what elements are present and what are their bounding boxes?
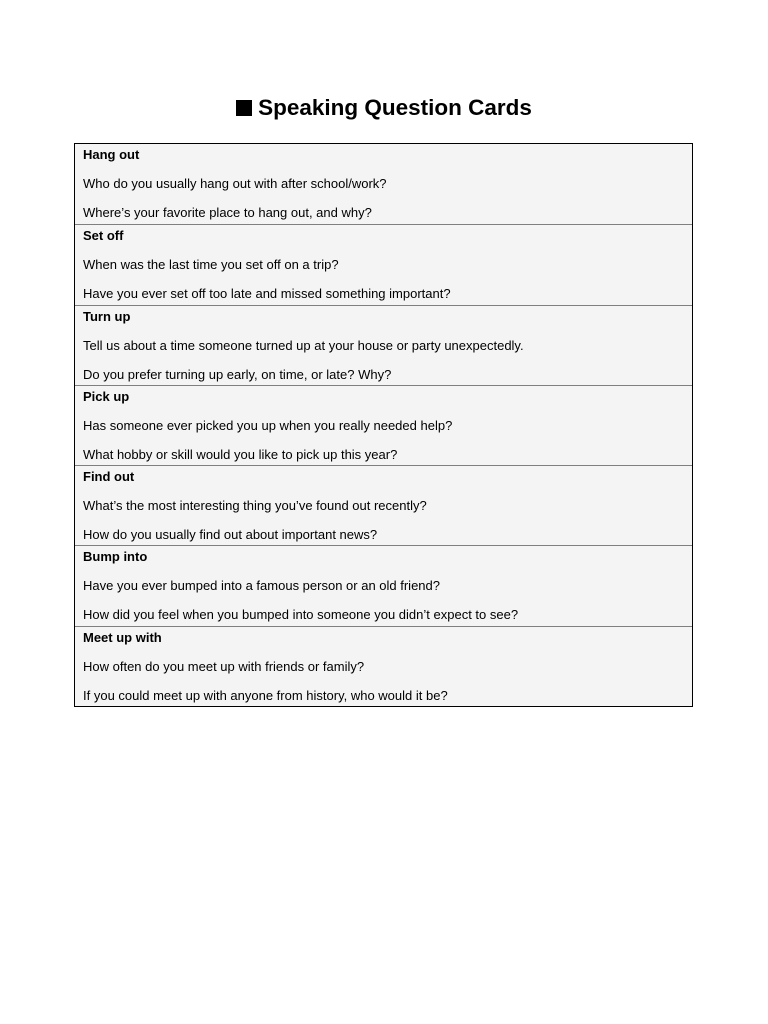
card-bump-into: [75, 545, 692, 625]
card-question: When was the last time you set off on a trip?: [83, 257, 339, 273]
card-question: Who do you usually hang out with after school/work?: [83, 176, 387, 191]
card-title: Hang out: [83, 147, 140, 162]
card-meet-up-with: [75, 626, 692, 706]
card-question: What hobby or skill would you like to pick up this year?: [83, 446, 398, 462]
card-question: How did you feel when you bumped into someone you didn’t expect to see?: [83, 607, 519, 623]
black-square-icon: [236, 100, 252, 116]
card-title: Bump into: [83, 549, 148, 565]
card-turn-up: [75, 305, 692, 385]
card-question: Where’s your favorite place to hang out, and why?: [83, 205, 372, 220]
card-question: Tell us about a time someone turned up at your house or party unexpectedly.: [83, 337, 524, 353]
card-set-off: [75, 224, 692, 304]
card-title: Pick up: [83, 388, 130, 404]
question-cards-table: [74, 143, 693, 707]
card-question: If you could meet up with anyone from history, who would it be?: [83, 687, 448, 703]
card-question: Has someone ever picked you up when you really needed help?: [83, 417, 453, 433]
card-question: How often do you meet up with friends or family?: [83, 658, 365, 674]
card-question: Have you ever set off too late and missed something important?: [83, 286, 451, 302]
card-question: Do you prefer turning up early, on time, or late? Why?: [83, 366, 392, 382]
card-pick-up: [75, 385, 692, 465]
card-question: How do you usually find out about important news?: [83, 527, 378, 543]
card-question: Have you ever bumped into a famous person or an old friend?: [83, 578, 440, 594]
card-title: Meet up with: [83, 629, 162, 645]
card-question: What’s the most interesting thing you’ve found out recently?: [83, 498, 427, 514]
card-title: Turn up: [83, 308, 131, 324]
card-find-out: [75, 465, 692, 545]
card-title: Find out: [83, 469, 135, 485]
page-title-text: Speaking Question Cards: [258, 95, 532, 120]
card-title: Set off: [83, 228, 124, 244]
card-hang-out: [75, 144, 692, 224]
page-title: [0, 93, 768, 123]
